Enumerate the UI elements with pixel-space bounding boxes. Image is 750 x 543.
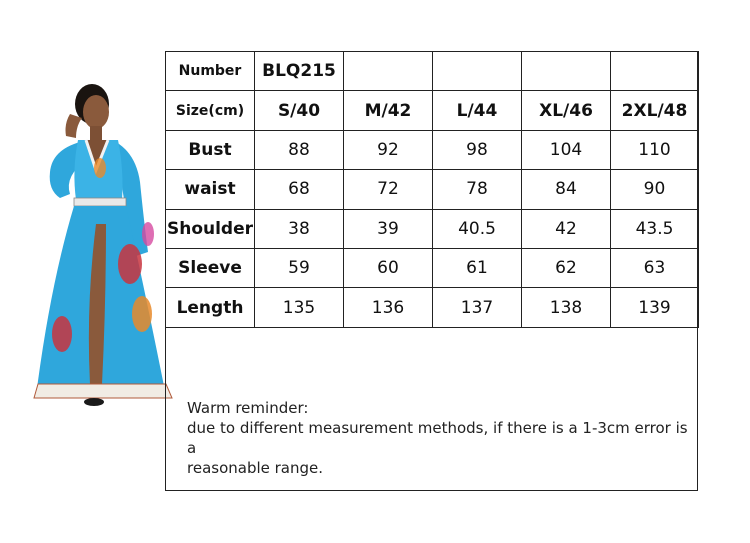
- table-cell: 137: [433, 288, 522, 327]
- print-accent: [52, 316, 72, 352]
- row-label: Sleeve: [166, 248, 255, 287]
- table-cell: 136: [344, 288, 433, 327]
- row-label: Bust: [166, 130, 255, 169]
- table-cell: [344, 52, 433, 91]
- table-cell: 90: [611, 170, 699, 209]
- model-photo: [30, 84, 175, 414]
- table-cell: 39: [344, 209, 433, 248]
- table-cell: 98: [433, 130, 522, 169]
- table-cell: 88: [255, 130, 344, 169]
- table-cell: 61: [433, 248, 522, 287]
- table-cell: 59: [255, 248, 344, 287]
- table-cell: 104: [522, 130, 611, 169]
- table-cell: M/42: [344, 91, 433, 130]
- reminder-line-2: reasonable range.: [187, 459, 324, 477]
- reminder-line-1: due to different measurement methods, if there is a 1-3cm error is a: [187, 419, 688, 457]
- table-cell: 60: [344, 248, 433, 287]
- model-belt: [74, 198, 126, 206]
- table-cell: XL/46: [522, 91, 611, 130]
- print-accent: [118, 244, 142, 284]
- table-row-length: [166, 288, 699, 327]
- model-face: [83, 95, 109, 129]
- table-row-number: [166, 52, 699, 91]
- print-accent: [94, 158, 106, 178]
- table-cell: BLQ215: [255, 52, 344, 91]
- row-label: Shoulder: [166, 209, 255, 248]
- model-shoe: [84, 398, 104, 406]
- table-cell: 62: [522, 248, 611, 287]
- table-cell: 92: [344, 130, 433, 169]
- table-cell: 139: [611, 288, 699, 327]
- table-row-waist: [166, 170, 699, 209]
- size-chart-table: [165, 51, 699, 328]
- warm-reminder: [187, 398, 692, 478]
- table-row-sleeve: [166, 248, 699, 287]
- table-cell: 38: [255, 209, 344, 248]
- row-label: Size(cm): [166, 91, 255, 130]
- row-label: Length: [166, 288, 255, 327]
- model-hem: [34, 384, 172, 398]
- table-cell: [522, 52, 611, 91]
- print-accent: [132, 296, 152, 332]
- model-raised-hand: [66, 114, 83, 138]
- row-label: Number: [166, 52, 255, 91]
- reminder-title: Warm reminder:: [187, 399, 309, 417]
- print-accent: [142, 222, 154, 246]
- table-cell: 42: [522, 209, 611, 248]
- table-cell: 68: [255, 170, 344, 209]
- row-label: waist: [166, 170, 255, 209]
- table-cell: 2XL/48: [611, 91, 699, 130]
- table-row-bust: [166, 130, 699, 169]
- table-cell: 135: [255, 288, 344, 327]
- table-cell: 110: [611, 130, 699, 169]
- table-cell: 72: [344, 170, 433, 209]
- table-cell: 84: [522, 170, 611, 209]
- model-neck: [90, 126, 102, 140]
- table-cell: [611, 52, 699, 91]
- table-cell: L/44: [433, 91, 522, 130]
- table-cell: [433, 52, 522, 91]
- table-cell: 138: [522, 288, 611, 327]
- table-cell: 63: [611, 248, 699, 287]
- table-cell: S/40: [255, 91, 344, 130]
- table-cell: 78: [433, 170, 522, 209]
- table-cell: 43.5: [611, 209, 699, 248]
- table-row-size: [166, 91, 699, 130]
- table-cell: 40.5: [433, 209, 522, 248]
- table-row-shoulder: [166, 209, 699, 248]
